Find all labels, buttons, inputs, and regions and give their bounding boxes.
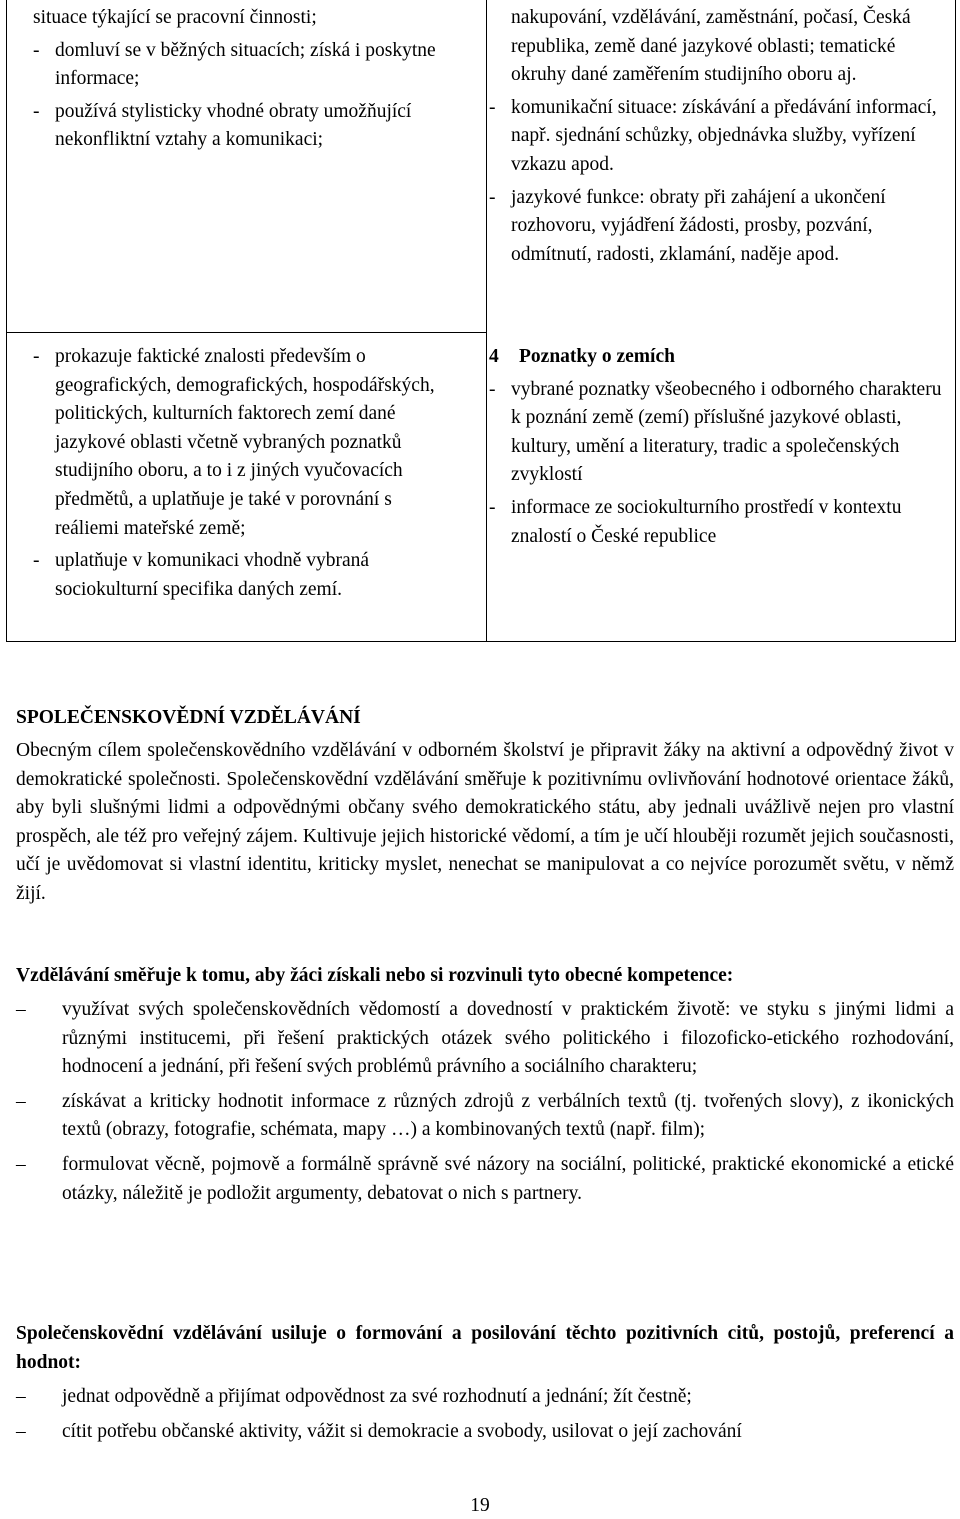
cell-left-bottom [33, 343, 457, 608]
cell-left-top [33, 4, 463, 159]
values-list [16, 1383, 954, 1446]
list-item: – získávat a kriticky hodnotit informace z různých zdrojů z verbálních textů (tj. tvořených slovy), z ikonických textů (obrazy, fotografie, schémata, mapy …) a kombinovaných textů (např. film); [16, 1090, 954, 1141]
values-heading: Společenskovědní vzdělávání usiluje o formování a posilování těchto pozitivních citů, postojů, preferencí a hodnot: [16, 1323, 954, 1373]
competences-list [16, 996, 954, 1208]
table-column-divider [486, 0, 487, 642]
section-heading: SPOLEČENSKOVĚDNÍ VZDĚLÁVÁNÍ [16, 707, 361, 728]
cell-text: nakupování, vzdělávání, zaměstnání, počasí, Česká republika, země dané jazykové oblasti; tematické okruhy dané zaměřením studijního oboru aj. [511, 7, 911, 86]
cell-text: situace týkající se pracovní činnosti; [33, 7, 317, 28]
list-item: - komunikační situace: získávání a předávání informací, např. sjednání schůzky, objednávka služby, vyřízení vzkazu apod. [489, 96, 937, 175]
list-item: – jednat odpovědně a přijímat odpovědnost za své rozhodnutí a jednání; žít čestně; [16, 1386, 692, 1407]
table-row-divider [7, 332, 486, 333]
section-title: Poznatky o zemích [519, 346, 675, 367]
cell-right-bottom [489, 343, 949, 555]
cell-right-top [489, 4, 949, 273]
list-item: - používá stylisticky vhodné obraty umožňující nekonfliktní vztahy a komunikaci; [33, 100, 412, 151]
list-item: - jazykové funkce: obraty při zahájení a ukončení rozhovoru, vyjádření žádosti, prosby, pozvání, odmítnutí, radosti, zklamání, naděje apod. [489, 186, 886, 265]
list-item: - vybrané poznatky všeobecného i odborného charakteru k poznání země (zemí) příslušné jazykové oblasti, kultury, umění a literatury, tradic a společenských zvyklostí [489, 378, 942, 486]
list-item: - informace ze sociokulturního prostředí v kontextu znalostí o České republice [489, 496, 902, 547]
list-item: - domluví se v běžných situacích; získá i poskytne informace; [33, 39, 436, 90]
section-intro: Obecným cílem společenskovědního vzdělávání v odborném školství je připravit žáky na aktivní a odpovědný život v demokratické společnosti. Společenskovědní vzdělávání směřuje k pozitivnímu ovlivňování hodnotové orientace žáků, aby byli slušnými lidmi a odpovědnými občany svého demokratického státu, aby jednali uvážlivě nejen pro vlastní prospěch, ale též pro veřejný zájem. Kultivuje jejich historické vědomí, a tím je učí hlouběji rozumět jejich současnosti, učí je uvědomovat si vlastní identitu, kriticky myslet, nenechat se manipulovat a co nejvíce porozumět světu, v němž žijí. [16, 740, 954, 904]
list-item: – cítit potřebu občanské aktivity, vážit si demokracie a svobody, usilovat o její zachování [16, 1420, 742, 1442]
section-heading [489, 343, 949, 372]
list-item: - prokazuje faktické znalosti především o geografických, demografických, hospodářských, politických, kulturních faktorech zemí dané jazykové oblasti včetně vybraných poznatků studijního oboru, a to i z jiných vyučovacích předmětů, a uplatňuje je také v porovnání s reáliemi mateřské země; [33, 346, 435, 539]
page-number: 19 [470, 1495, 490, 1516]
list-item: – formulovat věcně, pojmově a formálně správně své názory na sociální, politické, praktické ekonomické a etické otázky, náležitě je podložit argumenty, debatovat o nich s partnery. [16, 1153, 954, 1204]
competences-heading: Vzdělávání směřuje k tomu, aby žáci získali nebo si rozvinuli tyto obecné kompetence: [16, 965, 734, 986]
section-number: 4 [489, 346, 499, 367]
list-item: - uplatňuje v komunikaci vhodně vybraná sociokulturní specifika daných zemí. [33, 550, 370, 600]
curriculum-table [6, 0, 956, 642]
list-item: – využívat svých společenskovědních vědomostí a dovedností v praktickém životě: ve styku s jinými lidmi a různými institucemi, při řešení praktických otázek svého politického i filozoficko-etického rozhodování, hodnocení a jednání, při řešení svých problémů právního a sociálního charakteru; [16, 999, 954, 1078]
